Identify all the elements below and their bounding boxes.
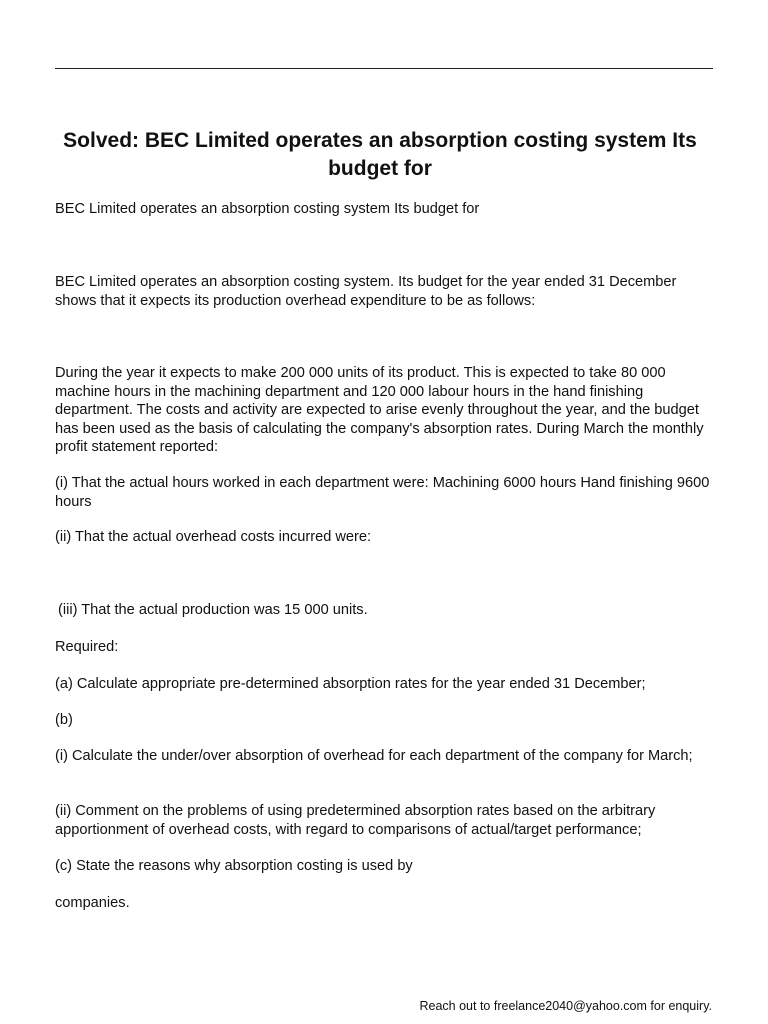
paragraph-required: Required:: [55, 639, 119, 655]
question-a: (a) Calculate appropriate pre-determined absorption rates for the year ended 31 December;: [55, 676, 646, 692]
question-c-continued: companies.: [55, 895, 130, 911]
question-b-ii: (ii) Comment on the problems of using predetermined absorption rates based on the arbitrary apportionment of overhead costs, with regard to comparisons of actual/target performance;: [55, 803, 656, 838]
paragraph-actual-production: (iii) That the actual production was 15 000 units.: [58, 602, 368, 618]
question-b: (b): [55, 712, 73, 728]
page-title: Solved: BEC Limited operates an absorption costing system Its budget for: [63, 129, 697, 180]
footer-contact: Reach out to freelance2040@yahoo.com for enquiry.: [419, 999, 712, 1013]
paragraph-production-plan: During the year it expects to make 200 000 units of its product. This is expected to take 80 000 machine hours in the machining department and 120 000 labour hours in the hand finishing department. The costs and activity are expected to arise evenly throughout the year, and the budget has been used as the basis of calculating the company's absorption rates. During March the monthly profit statement reported:: [55, 365, 704, 455]
paragraph-actual-overheads: (ii) That the actual overhead costs incurred were:: [55, 529, 372, 545]
paragraph-budget-intro: BEC Limited operates an absorption costing system. Its budget for the year ended 31 December shows that it expects its production overhead expenditure to be as follows:: [55, 274, 677, 309]
subtitle-text: BEC Limited operates an absorption costing system Its budget for: [55, 201, 480, 217]
paragraph-actual-hours: (i) That the actual hours worked in each department were: Machining 6000 hours Hand finishing 9600 hours: [55, 475, 710, 510]
question-c: (c) State the reasons why absorption costing is used by: [55, 858, 413, 874]
question-b-i: (i) Calculate the under/over absorption of overhead for each department of the company for March;: [55, 748, 693, 764]
top-divider: [55, 68, 713, 69]
